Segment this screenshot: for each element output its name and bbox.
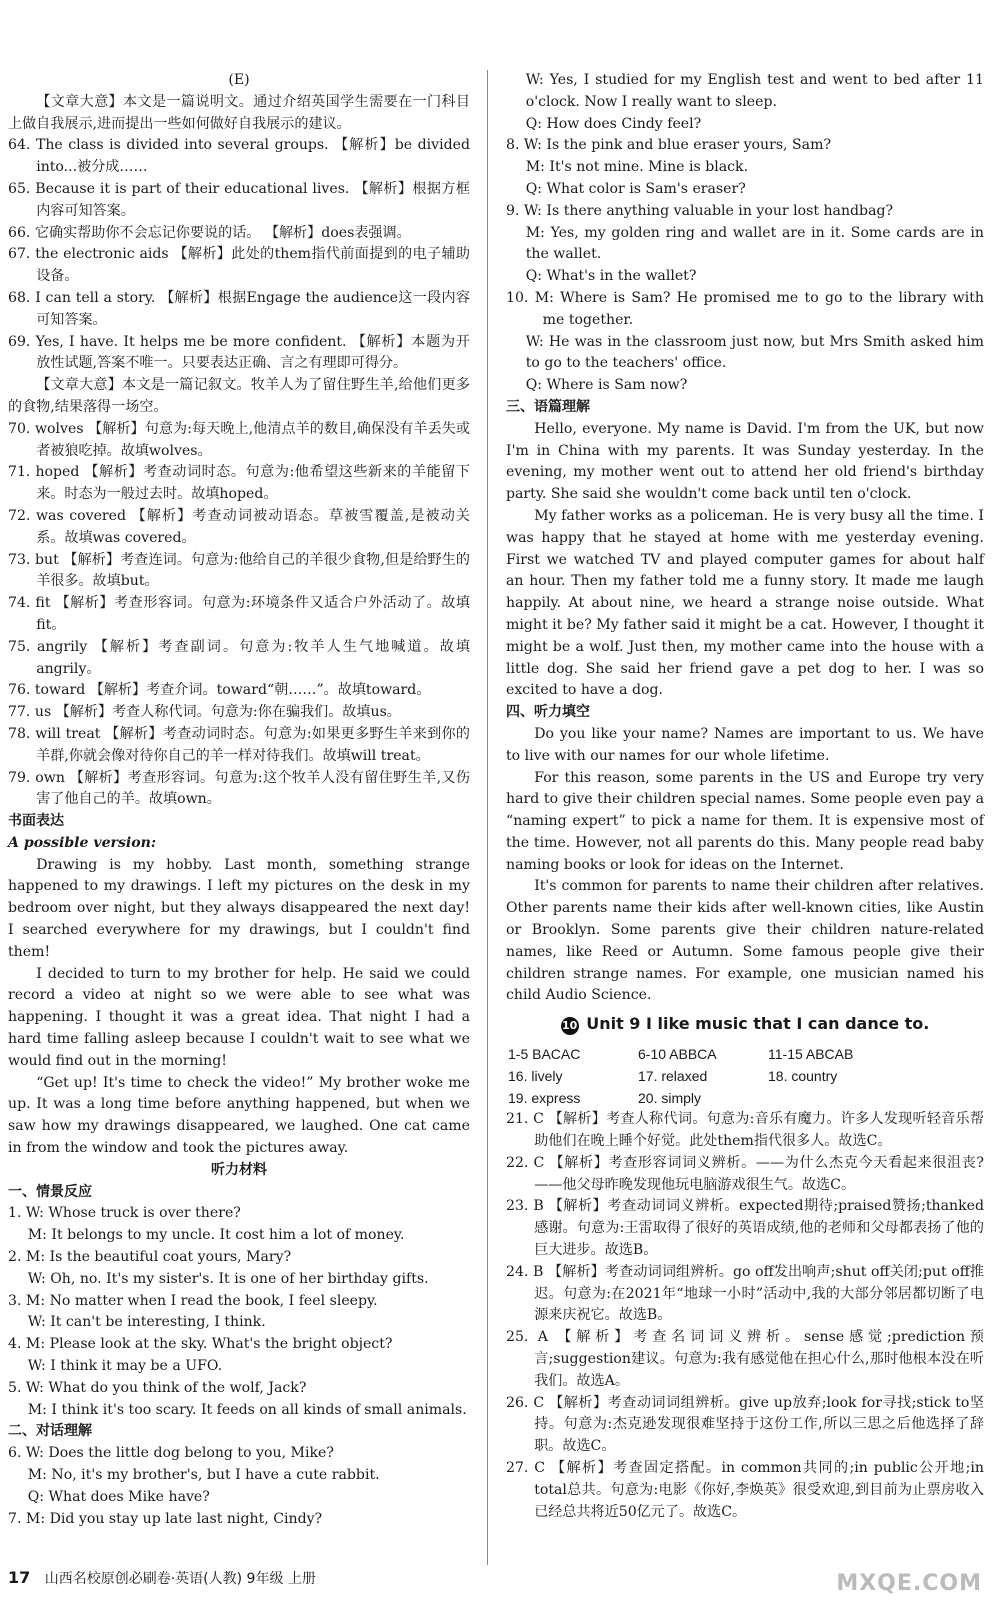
explanation-line: 23. B 【解析】考查动词词义辨析。expected期待;praised赞扬;thanked感谢。句意为:王雷取得了很好的英语成绩,他的老师和父母都表扬了他的巨大进步。故选B。	[506, 1198, 984, 1259]
text-line: Hello, everyone. My name is David. I'm from the UK, but now I'm in China with my parents. It was Sunday yesterday. In the evening, my mother went out to attend her old friend's birthday party. She said she wouldn't come back until ten o'clock.	[506, 420, 984, 503]
right-column-explanations	[506, 1109, 984, 1523]
text-line: Q: What color is Sam's eraser?	[525, 180, 746, 197]
text-line: 二、对话理解	[8, 1423, 92, 1440]
answer-key-grid	[506, 1043, 984, 1109]
answer-key: 16. lively	[508, 1068, 563, 1085]
text-line: M: It's not mine. Mine is black.	[525, 159, 749, 176]
text-line: W: He was in the classroom just now, but Mrs Smith asked him to go to the teachers' office.	[525, 333, 984, 372]
text-line: M: No, it's my brother's, but I have a cute rabbit.	[27, 1467, 380, 1483]
text-line: It's common for parents to name their children after relatives. Other parents name their kids after well-known cities, like Austin or Brooklyn. Some parents give their children nature-related names, like Reed or Autumn. Some famous people give their children strange names. For example, one musician named his child Audio Science.	[506, 878, 984, 1004]
site-watermark: MXQE.COM	[836, 1571, 982, 1596]
text-line: 【文章大意】本文是一篇记叙文。牧羊人为了留住野生羊,给他们更多的食物,结果落得一场空。	[8, 377, 470, 415]
text-line: 一、情景反应	[8, 1183, 92, 1200]
text-line: 66. 它确实帮助你不会忘记你要说的话。 【解析】does表强调。	[8, 224, 411, 241]
right-column	[506, 70, 984, 1523]
text-line: 78. will treat 【解析】考查动词时态。句意为:如果更多野生羊来到你的羊群,你就会像对待你自己的羊一样对待我们。故填will treat。	[8, 725, 470, 764]
text-line: 73. but 【解析】考查连词。句意为:他给自己的羊很少食物,但是给野生的羊很多。故填but。	[8, 551, 470, 590]
text-line: 75. angrily 【解析】考查副词。句意为:牧羊人生气地喊道。故填angrily。	[8, 638, 470, 677]
text-line: 71. hoped 【解析】考查动词时态。句意为:他希望这些新来的羊能留下来。时态为一般过去时。故填hoped。	[8, 464, 470, 503]
text-line: 9. W: Is there anything valuable in your lost handbag?	[506, 202, 894, 219]
text-line: 67. the electronic aids 【解析】此处的them指代前面提到的电子辅助设备。	[8, 246, 470, 285]
text-line: 四、听力填空	[506, 704, 590, 721]
text-line: Q: How does Cindy feel?	[525, 115, 702, 132]
text-line: 65. Because it is part of their educational lives. 【解析】根据方框内容可知答案。	[8, 180, 470, 219]
text-line: W: It can't be interesting, I think.	[27, 1314, 266, 1331]
text-line: 【文章大意】本文是一篇说明文。通过介绍英国学生需要在一门科目上做自我展示,进而提出一些如何做好自我展示的建议。	[8, 93, 470, 132]
answer-key: 20. simply	[638, 1090, 702, 1107]
text-line: W: I think it may be a UFO.	[27, 1358, 223, 1375]
answer-key: 17. relaxed	[638, 1068, 708, 1085]
text-line: I decided to turn to my brother for help. He said we could record a video at night so we were able to see what was happening. I thought it was a great idea. That night I had a hard time falling asleep because I couldn't wait to see what we would find out in the morning!	[8, 965, 470, 1069]
text-line: 72. was covered 【解析】考查动词被动语态。草被雪覆盖,是被动关系。故填was covered。	[8, 507, 470, 546]
page-number: 17	[8, 1568, 31, 1587]
explanation-line: 24. B 【解析】考查动词词组辨析。go off发出响声;shut off关闭;put off推迟。句意为:在2021年“地球一小时”活动中,我的大部分邻居都切断了电源来庆祝它。故选B。	[506, 1263, 984, 1324]
text-line: Q: What does Mike have?	[27, 1488, 210, 1505]
text-line: M: Yes, my golden ring and wallet are in it. Some cards are in the wallet.	[525, 224, 984, 263]
text-line: W: Yes, I studied for my English test and went to bed after 11 o'clock. Now I really want to sleep.	[525, 72, 984, 110]
explanation-line: 21. C 【解析】考查人称代词。句意为:音乐有魔力。许多人发现听轻音乐帮助他们在晚上睡个好觉。此处them指代很多人。故选C。	[506, 1111, 984, 1150]
text-line: 1. W: Whose truck is over there?	[8, 1205, 241, 1222]
book-title: 山西名校原创必刷卷·英语(人教) 9年级 上册	[44, 1571, 316, 1587]
right-column-listening	[506, 70, 984, 1007]
text-line: 7. M: Did you stay up late last night, Cindy?	[8, 1510, 323, 1527]
text-line: 77. us 【解析】考查人称代词。句意为:你在骗我们。故填us。	[8, 704, 401, 721]
text-line: 64. The class is divided into several groups. 【解析】be divided into...被分成……	[8, 137, 470, 176]
text-line: Drawing is my hobby. Last month, something strange happened to my drawings. I left my pictures on the desk in my bedroom over night, but they always disappeared the next day! I searched everywhere for my drawings, but I couldn't find them!	[8, 856, 470, 960]
text-line: 5. W: What do you think of the wolf, Jack?	[8, 1379, 307, 1396]
explanation-line: 25. A 【解析】考查名词词义辨析。sense感觉;prediction预言;suggestion建议。句意为:我有感觉他在担心什么,那时他根本没在听我们。故选A。	[506, 1329, 984, 1389]
text-line: (E)	[228, 72, 250, 88]
text-line: Do you like your name? Names are important to us. We have to live with our names for our whole lifetime.	[506, 725, 984, 764]
left-column	[8, 70, 470, 1530]
text-line: 68. I can tell a story. 【解析】根据Engage the audience这一段内容可知答案。	[8, 289, 470, 328]
explanation-line: 26. C 【解析】考查动词词组辨析。give up放弃;look for寻找;stick to坚持。句意为:杰克逊发现很难坚持于这份工作,所以三思之后他选择了辞职。故选C。	[506, 1394, 984, 1455]
answer-key: 6-10 ABBCA	[638, 1046, 717, 1063]
text-line: 76. toward 【解析】考查介词。toward“朝……”。故填toward。	[8, 682, 431, 699]
text-line: Q: Where is Sam now?	[525, 377, 688, 394]
answer-key: 18. country	[768, 1068, 838, 1085]
text-line: 79. own 【解析】考查形容词。句意为:这个牧羊人没有留住野生羊,又伤害了他自己的羊。故填own。	[8, 769, 470, 808]
text-line: “Get up! It's time to check the video!” My brother woke me up. It was a long time before anything happened, but when we saw how my drawings disappeared, we laughed. One cat came in from the window and took the pictures away.	[8, 1074, 470, 1157]
text-line: 3. M: No matter when I read the book, I feel sleepy.	[8, 1292, 378, 1309]
text-line: 6. W: Does the little dog belong to you, Mike?	[8, 1445, 334, 1462]
text-line: 74. fit 【解析】考查形容词。句意为:环境条件又适合户外活动了。故填fit。	[8, 595, 470, 633]
text-line: My father works as a policeman. He is very busy all the time. I was happy that he stayed at home with me yesterday evening. First we watched TV and played computer games for about half an hour. Then my father told me a funny story. It made me laugh happily. At about nine, we heard a strange noise outside. What might it be? My father said it might be a cat. However, I thought it might be a wolf. Just then, my mother came into the house with a little dog. She said her friend gave a pet dog to her. I was so excited to have a dog.	[506, 507, 984, 699]
text-line: 4. M: Please look at the sky. What's the bright object?	[8, 1336, 393, 1353]
text-line: A possible version:	[8, 834, 157, 851]
text-line: 听力材料	[211, 1161, 267, 1178]
text-line: 69. Yes, I have. It helps me be more confident. 【解析】本题为开放性试题,答案不唯一。只要表达正确、言之有理即可得分。	[8, 333, 470, 372]
explanation-line: 27. C 【解析】考查固定搭配。in common共同的;in public公开地;in total总共。句意为:电影《你好,李焕英》很受欢迎,到目前为止票房收入已经总共将近50亿元了。故选C。	[506, 1460, 984, 1520]
answer-key	[768, 1087, 908, 1109]
text-line: 70. wolves 【解析】句意为:每天晚上,他清点羊的数目,确保没有羊丢失或者被狼吃掉。故填wolves。	[8, 420, 470, 459]
text-line: M: I think it's too scary. It feeds on all kinds of small animals.	[27, 1401, 467, 1418]
text-line: M: It belongs to my uncle. It cost him a lot of money.	[27, 1227, 405, 1244]
unit-number-badge: 10	[561, 1017, 579, 1035]
text-line: 2. M: Is the beautiful coat yours, Mary?	[8, 1249, 292, 1266]
text-line: 书面表达	[8, 813, 64, 830]
explanation-line: 22. C 【解析】考查形容词词义辨析。——为什么杰克今天看起来很沮丧?——他父母昨晚发现他玩电脑游戏很生气。故选C。	[506, 1154, 984, 1193]
answer-key: 1-5 BACAC	[508, 1046, 581, 1063]
unit-title-text: Unit 9 I like music that I can dance to.	[586, 1014, 930, 1034]
unit-heading	[506, 1013, 984, 1035]
column-divider	[487, 70, 488, 1565]
answer-key: 19. express	[508, 1090, 581, 1107]
page-footer	[8, 1568, 316, 1588]
answer-key: 11-15 ABCAB	[768, 1046, 854, 1063]
text-line: W: Oh, no. It's my sister's. It is one of her birthday gifts.	[27, 1270, 429, 1287]
text-line: 10. M: Where is Sam? He promised me to go to the library with me together.	[506, 289, 984, 328]
text-line: 8. W: Is the pink and blue eraser yours, Sam?	[506, 137, 831, 154]
text-line: 三、语篇理解	[506, 398, 590, 415]
text-line: For this reason, some parents in the US and Europe try very hard to give their children special names. Some people even pay a “naming expert” to pick a name for them. It is expensive most of the time. However, not all parents do this. Many people read baby naming books or look for ideas on the Internet.	[506, 769, 984, 873]
text-line: Q: What's in the wallet?	[525, 268, 697, 285]
